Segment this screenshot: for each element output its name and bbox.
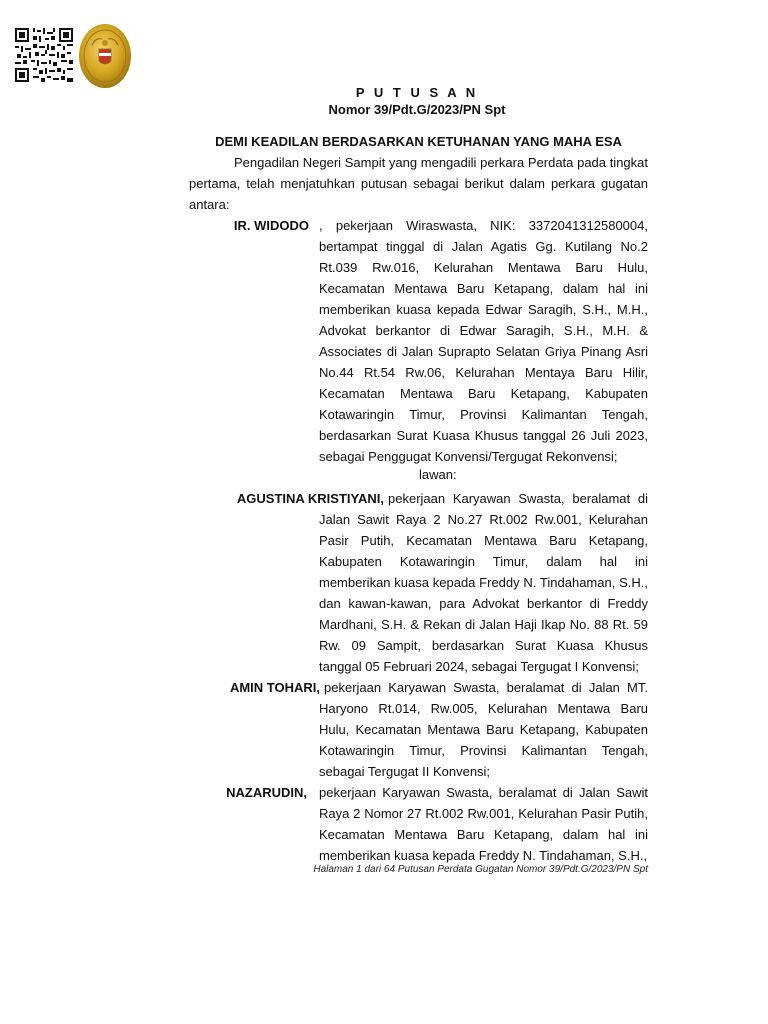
party-description: pekerjaan Karyawan Swasta, beralamat di Jalan Sawit Raya 2 No.27 Rt.002 Rw.001, Kelurahan Pasir Putih, Kecamatan Mentawa Baru Ketapang, Kabupaten Kotawaringin Timur, dalam hal ini memberikan kuasa kepada Freddy N. Tindahaman, S.H., dan kawan-kawan, para Advokat berkantor di Freddy Mardhani, S.H. & Rekan di Jalan Haji Ikap No. 88 Rt. 59 Rw. 09 Sampit, berdasarkan Surat Kuasa Khusus tanggal 05 Februari 2024, sebagai Tergugat I Konvensi; <box>319 491 648 674</box>
document-title: P U T U S A N <box>355 85 479 100</box>
party-description: pekerjaan Karyawan Swasta, beralamat di Jalan Sawit Raya 2 Nomor 27 Rt.002 Rw.001, Kelurahan Pasir Putih, Kecamatan Mentawa Baru Ketapang, dalam hal ini memberikan kuasa kepada Freddy N. Tindahaman, S.H., <box>319 785 648 863</box>
lawan-label: lawan: <box>419 467 457 482</box>
party-description: , pekerjaan Wiraswasta, NIK: 3372041312580004, bertampat tinggal di Jalan Agatis Gg. Kutilang No.2 Rt.039 Rw.016, Kelurahan Mentawa Baru Hulu, Kecamatan Mentawa Baru Ketapang, dalam hal ini memberikan kuasa kepada Edwar Saragih, S.H., M.H., Advokat berkantor di Edwar Saragih, S.H., M.H. & Associates di Jalan Suprapto Selatan Griya Pinang Asri No.44 Rt.54 Rw.06, Kelurahan Mentaya Baru Hilir, Kecamatan Mentawa Baru Ketapang, Kabupaten Kotawaringin Timur, Provinsi Kalimantan Tengah, berdasarkan Surat Kuasa Khusus tanggal 26 Juli 2023, sebagai Penggugat Konvensi/Tergugat Rekonvensi; <box>319 218 648 464</box>
court-seal-icon <box>78 23 132 89</box>
demi-keadilan-heading: DEMI KEADILAN BERDASARKAN KETUHANAN YANG MAHA ESA <box>215 134 622 149</box>
qr-code-icon <box>15 28 73 82</box>
party-name: NAZARUDIN, <box>226 785 307 800</box>
party-name: IR. WIDODO <box>233 218 309 233</box>
party-amin-tohari <box>189 677 648 782</box>
party-name: AMIN TOHARI, <box>229 680 320 695</box>
party-name: AGUSTINA KRISTIYANI, <box>236 491 384 506</box>
intro-paragraph: Pengadilan Negeri Sampit yang mengadili perkara Perdata pada tingkat pertama, telah menjatuhkan putusan sebagai berikut dalam perkara gugatan antara: <box>189 155 648 212</box>
party-description: pekerjaan Karyawan Swasta, beralamat di Jalan MT. Haryono Rt.014, Rw.005, Kelurahan Mentawa Baru Hulu, Kecamatan Mentawa Baru Ketapang, Kabupaten Kotawaringin Timur, Provinsi Kalimantan Tengah, sebagai Tergugat II Konvensi; <box>319 680 648 779</box>
party-nazarudin <box>189 782 648 866</box>
page-footer: Halaman 1 dari 64 Putusan Perdata Gugatan Nomor 39/Pdt.G/2023/PN Spt <box>313 864 648 875</box>
party-ir-widodo <box>189 215 648 467</box>
party-agustina-kristiyani <box>189 488 648 677</box>
case-number: Nomor 39/Pdt.G/2023/PN Spt <box>328 102 506 117</box>
